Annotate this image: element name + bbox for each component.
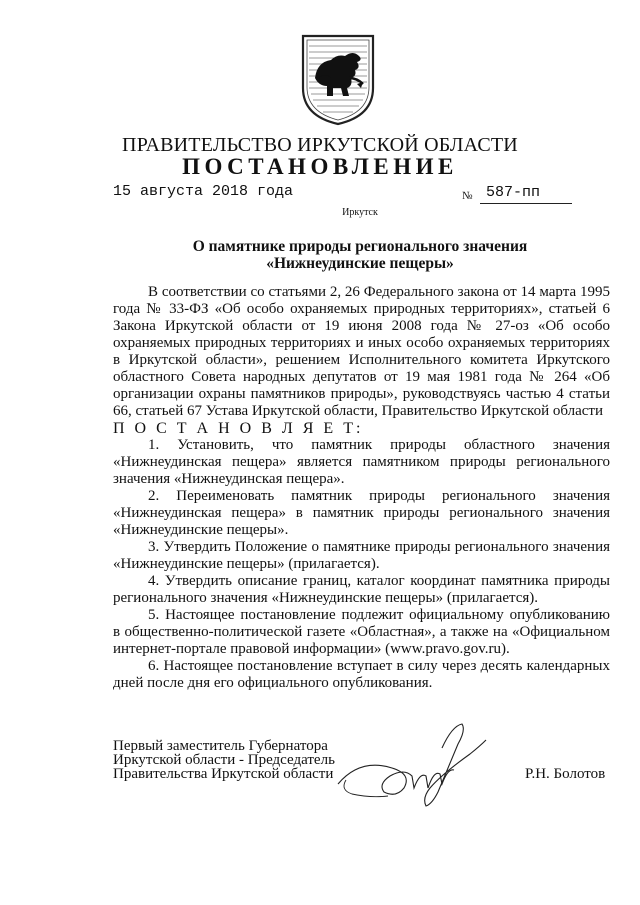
- decree-item: 2. Переименовать памятник природы регионального значения «Нижнеудинская пещера» в памятник природы регионального значения «Нижнеудинские пещеры».: [113, 488, 610, 538]
- document-body: [113, 284, 610, 692]
- handwritten-signature-icon: [330, 718, 500, 810]
- decree-item: 6. Настоящее постановление вступает в силу через десять календарных дней после дня его официального опубликования.: [113, 658, 610, 691]
- document-type: ПОСТАНОВЛЕНИЕ: [182, 154, 458, 179]
- decree-item: 4. Утвердить описание границ, каталог координат памятника природы регионального значения «Нижнеудинские пещеры» (прилагается).: [113, 573, 610, 606]
- government-title: ПРАВИТЕЛЬСТВО ИРКУТСКОЙ ОБЛАСТИ: [122, 134, 518, 156]
- decree-word: П О С Т А Н О В Л Я Е Т:: [113, 420, 364, 437]
- subject-line-1: О памятнике природы регионального значения: [192, 238, 528, 255]
- document-number: 587-пп: [480, 183, 572, 204]
- position-line: Правительства Иркутской области: [113, 766, 334, 782]
- subject-line-2: «Нижнеудинские пещеры»: [266, 255, 454, 272]
- decree-item: 5. Настоящее постановление подлежит официальному опубликованию в общественно-политической газете «Областная», а также на «Официальном интернет-портале правовой информации» (www.pravo.gov.ru).: [113, 607, 610, 657]
- irkutsk-coat-of-arms-icon: [297, 32, 379, 126]
- city: Иркутск: [342, 207, 378, 218]
- signatory-name: Р.Н. Болотов: [525, 766, 606, 782]
- position-line: Первый заместитель Губернатора: [113, 738, 328, 754]
- decree-item: 1. Установить, что памятник природы областного значения «Нижнеудинская пещера» является памятником природы регионального значения «Нижнеудинская пещера».: [113, 437, 610, 487]
- number-sign: №: [462, 190, 473, 202]
- document-subject: [80, 238, 640, 272]
- preamble: В соответствии со статьями 2, 26 Федерального закона от 14 марта 1995 года № 33-ФЗ «Об особо охраняемых природных территориях», статьей 6 Закона Иркутской области от 19 июня 2008 года № 27-оз «Об особо охраняемых природных территориях и иных особо охраняемых территориях в Иркутской области», решением Исполнительного комитета Иркутского областного Совета народных депутатов от 19 мая 1981 года № 264 «Об организации охраны памятников природы», руководствуясь частью 4 статьи 66, статьей 67 Устава Иркутской области, Правительство Иркутской области: [113, 284, 610, 419]
- position-line: Иркутской области - Председатель: [113, 752, 335, 768]
- document-date: 15 августа 2018 года: [113, 183, 294, 200]
- signatory-position: [113, 739, 335, 781]
- decree-item: 3. Утвердить Положение о памятнике природы регионального значения «Нижнеудинские пещеры» (прилагается).: [113, 539, 610, 572]
